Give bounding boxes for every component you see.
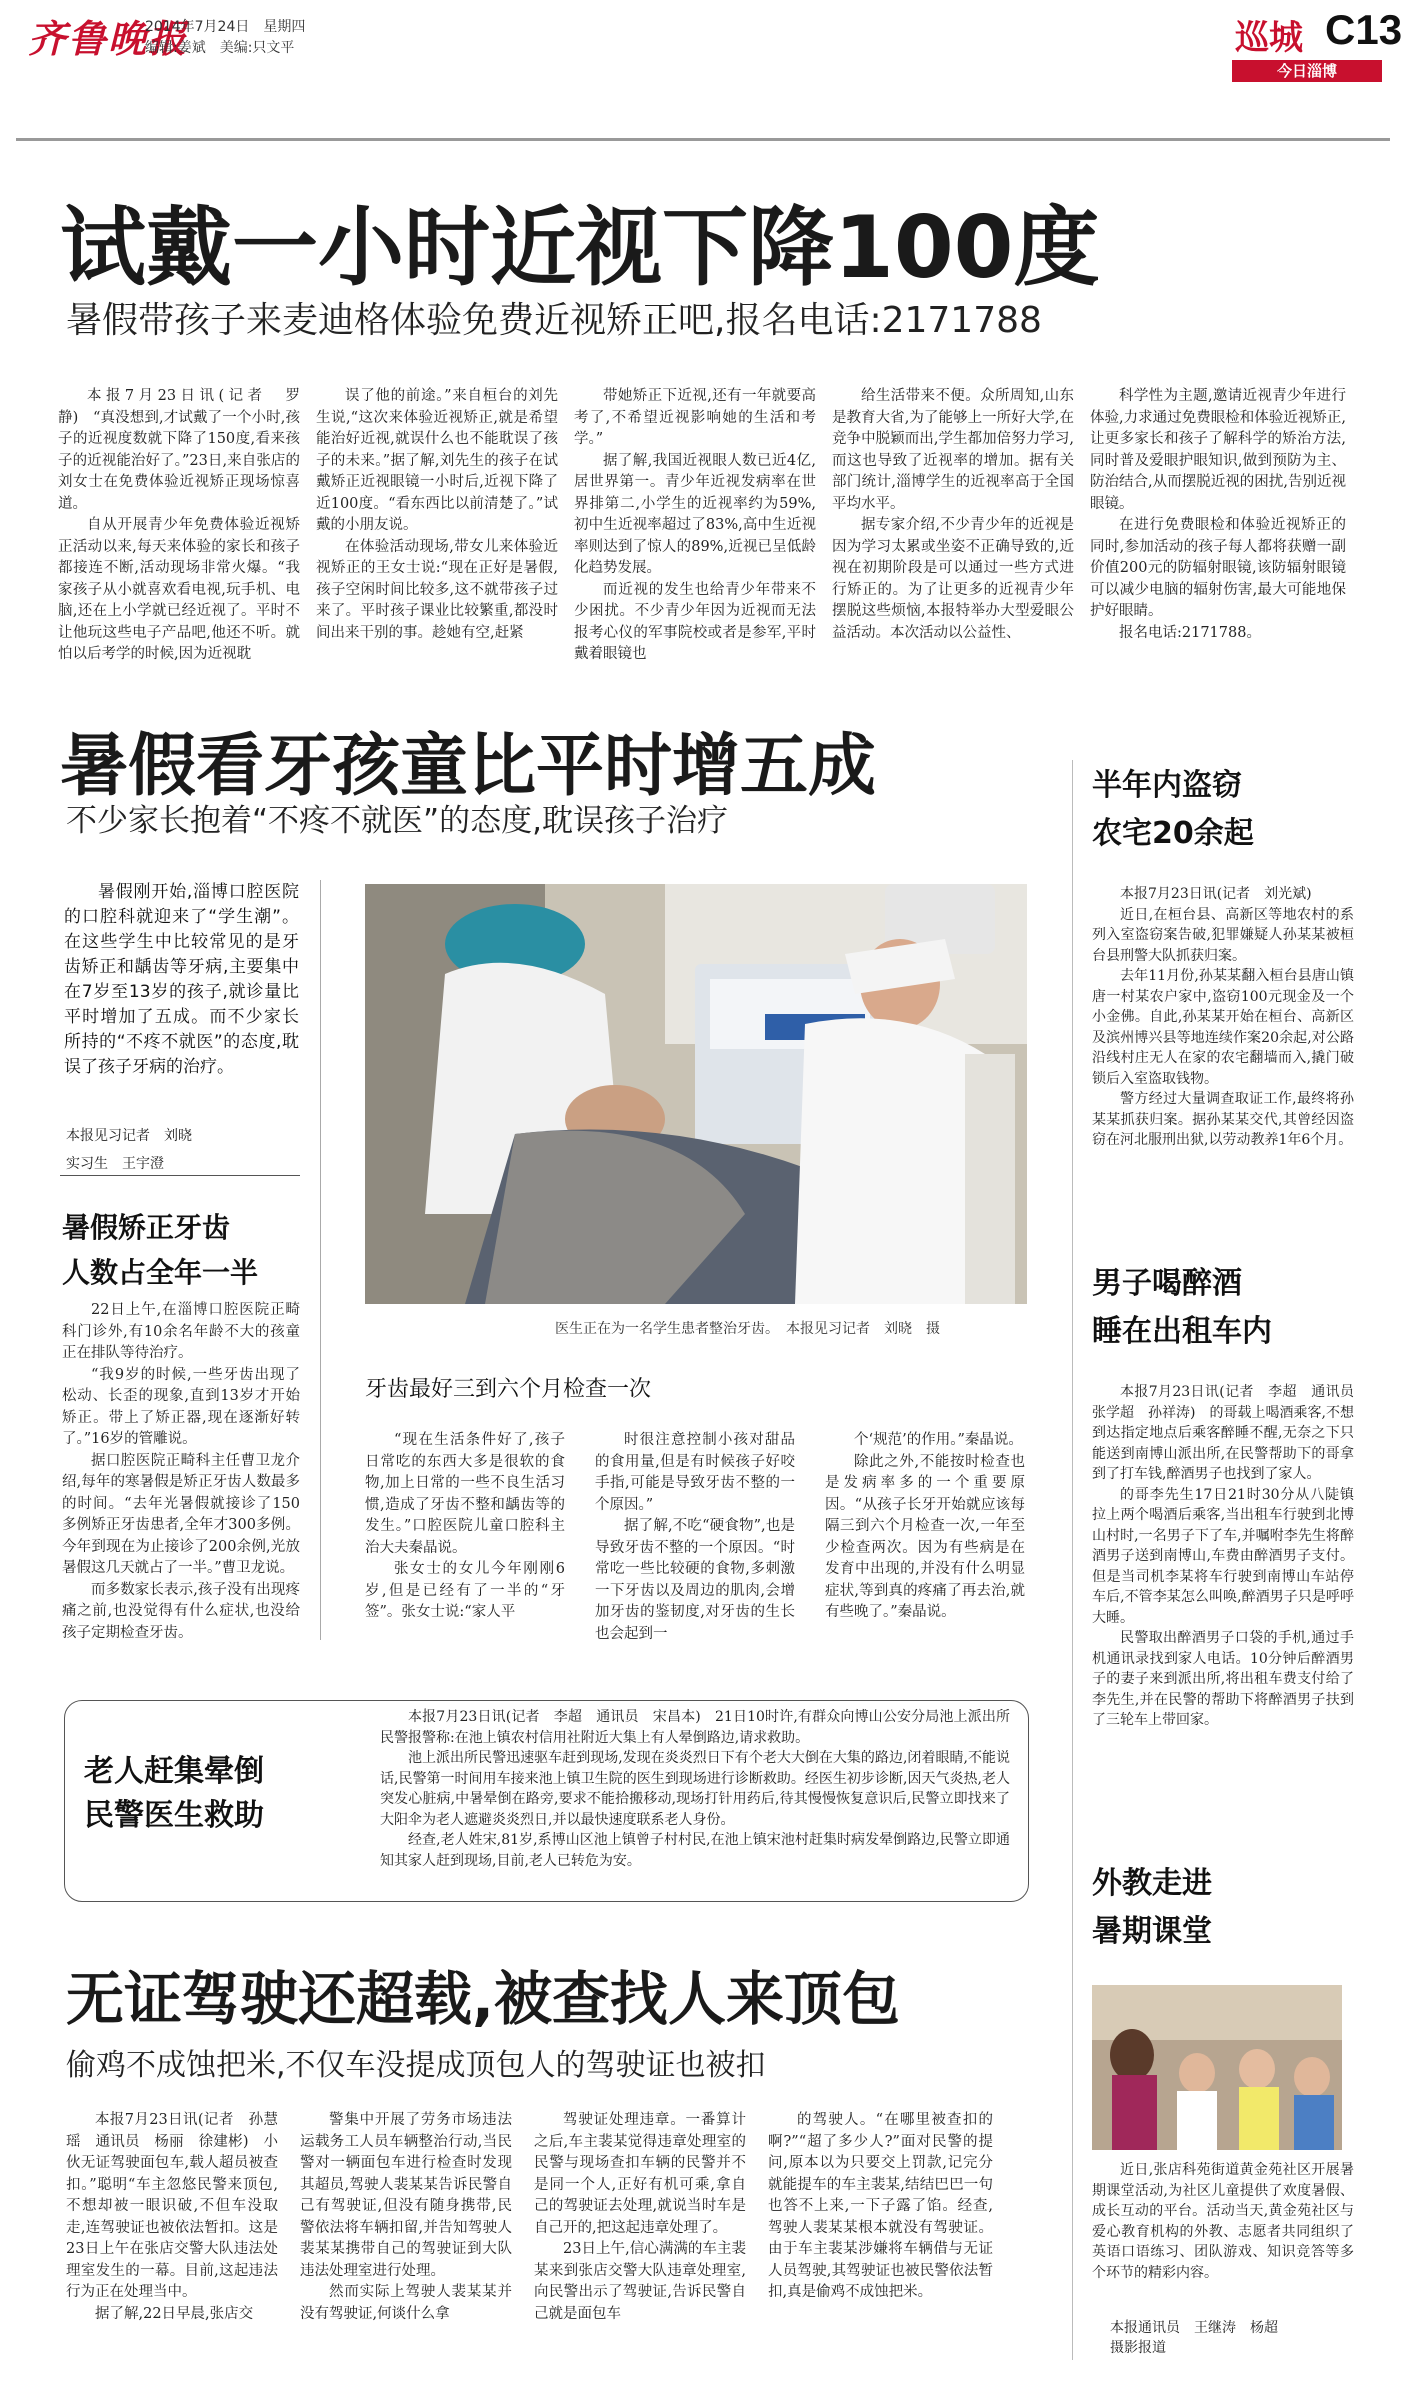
paragraph: 经查,老人姓宋,81岁,系博山区池上镇曾子村村民,在池上镇宋池村赶集时病发晕倒路边,民警立即通知其家人赶到现场,目前,老人已转危为安。 (380, 1832, 1010, 1869)
story1-deck: 暑假带孩子来麦迪格体验免费近视矫正吧,报名电话:2171788 (66, 300, 1042, 341)
paragraph: 误了他的前途。”来自桓台的刘先生说,“这次来体验近视矫正,就是希望能治好近视,就误什么也不能耽误了孩子的未来。”据了解,刘先生的孩子在试戴矫正近视眼镜一小时后,近视下降了近100度。“看东西比以前清楚了。”试戴的小朋友说。 (316, 388, 558, 533)
side2-text (1092, 1382, 1368, 1731)
rescue-text (380, 1707, 1010, 1871)
paragraph: 带她矫正下近视,还有一年就要高考了,不希望近视影响她的生活和考学。” (574, 388, 816, 447)
masthead-rule (16, 138, 1390, 141)
paragraph: 据口腔医院正畸科主任曹卫龙介绍,每年的寒暑假是矫正牙齿人数最多的时间。“去年光暑假就接诊了150多例矫正牙齿患者,全年才300多例。今年到现在为止接诊了200余例,光放暑假这几天就占了一半。”曹卫龙说。 (62, 1452, 300, 1576)
story2-deck: 不少家长抱着“不疼不就医”的态度,耽误孩子治疗 (66, 803, 728, 839)
paragraph: “现在生活条件好了,孩子日常吃的东西大多是很软的食物,加上日常的一些不良生活习惯,造成了牙齿不整和龋齿等的发生。”口腔医院儿童口腔科主治大夫秦晶说。 (365, 1432, 565, 1556)
story1-col-4 (832, 386, 1074, 644)
newspaper-logo: 齐鲁晚报 (28, 16, 189, 61)
story3-headline: 无证驾驶还超载,被查找人来顶包 (66, 1965, 901, 2033)
paragraph: 23日上午,信心满满的车主裴某来到张店交警大队违章处理室,向民警出示了驾驶证,告诉民警自己就是面包车 (534, 2241, 746, 2322)
story2-sub1-text (62, 1300, 300, 1644)
story1-col-1 (58, 386, 300, 666)
paragraph: 据了解,我国近视眼人数已近4亿,居世界第一。青少年近视发病率在世界排第二,小学生的近视率约为59%,初中生近视率超过了83%,高中生近视率则达到了惊人的89%,近视已呈低龄化趋势发展。 (574, 452, 816, 576)
paragraph: 的驾驶人。“在哪里被查扣的啊?”“超了多少人?”面对民警的提问,原本以为只要交上罚款,记完分就能提车的车主裴某,结结巴巴一句也答不上来,一下子露了馅。经查,驾驶人裴某某根本就没有驾驶证。由于车主裴某涉嫌将车辆借与无证人员驾驶,其驾驶证也被民警依法暂扣,真是偷鸡不成蚀把米。 (768, 2112, 993, 2300)
paragraph: 据专家介绍,不少青少年的近视是因为学习太累或坐姿不正确导致的,近视在初期阶段是可以通过一些方式进行矫正的。为了让更多的近视青少年摆脱这些烦恼,本报特举办大型爱眼公益活动。本次活动以公益性、 (832, 517, 1074, 641)
side3-text (1092, 2160, 1354, 2283)
masthead (0, 0, 1409, 100)
side3-byline: 本报通讯员 王继涛 杨超 摄影报道 (1110, 2320, 1278, 2356)
story3-col-1 (66, 2110, 278, 2325)
byline-reporter: 本报见习记者 刘晓 (66, 1128, 192, 1144)
dentist-photo-illustration (365, 884, 1027, 1304)
paragraph: 个‘规范’的作用。”秦晶说。 (854, 1432, 1023, 1448)
story2-headline: 暑假看牙孩童比平时增五成 (60, 727, 877, 806)
paragraph: 的哥李先生17日21时30分从八陡镇拉上两个喝酒后乘客,当出租车行驶到北博山村时,一名男子下了车,并嘱咐李先生将醉酒男子送到南博山,车费由醉酒男子支付。但是当司机李某将车行驶到南博山车站停车后,不管李某怎么叫唤,醉酒男子只是呼呼大睡。 (1092, 1486, 1354, 1626)
paragraph: 22日上午,在淄博口腔医院正畸科门诊外,有10余名年龄不大的孩童正在排队等待治疗。 (62, 1302, 300, 1361)
lead-divider (60, 1175, 300, 1176)
paragraph: 民警取出醉酒男子口袋的手机,通过手机通讯录找到家人电话。10分钟后醉酒男子的妻子来到派出所,将出租车费支付给了李先生,并在民警的帮助下将醉酒男子扶到了三轮车上带回家。 (1092, 1630, 1354, 1728)
paragraph: “我9岁的时候,一些牙齿出现了松动、长歪的现象,直到13岁才开始矫正。带上了矫正器,现在逐渐好转了。”16岁的管雕说。 (62, 1366, 300, 1447)
paragraph: 而多数家长表示,孩子没有出现疼痛之前,也没觉得有什么症状,也没给孩子定期检查牙齿。 (62, 1581, 300, 1641)
paragraph: 科学性为主题,邀请近视青少年进行体验,力求通过免费眼检和体验近视矫正,让更多家长和孩子了解科学的矫治方法,同时普及爱眼护眼知识,做到预防为主、防治结合,从而摆脱近视的困扰,告别近视眼镜。 (1090, 388, 1346, 512)
paragraph: 本报7月23日讯(记者 罗静) “真没想到,才试戴了一个小时,孩子的近视度数就下降了150度,看来孩子的近视能治好了。”23日,来自张店的刘女士在免费体验近视矫正现场惊喜道。 (58, 388, 300, 512)
editor-credits: 编辑:姜斌 美编:只文平 (145, 40, 295, 56)
side1-headline: 半年内盗窃 农宅20余起 (1092, 768, 1254, 851)
paragraph: 警方经过大量调查取证工作,最终将孙某某抓获归案。据孙某某交代,其曾经因盗窃在河北服刑出狱,以劳动教养1年6个月。 (1092, 1091, 1354, 1148)
paragraph: 驾驶证处理违章。一番算计之后,车主裴某觉得违章处理室的民警与现场查扣车辆的民警并不是同一个人,正好有机可乘,拿自己的驾驶证去处理,就说当时车是自己开的,把这起违章处理了。 (534, 2112, 746, 2236)
paragraph: 池上派出所民警迅速驱车赶到现场,发现在炎炎烈日下有个老大大倒在大集的路边,闭着眼睛,不能说话,民警第一时间用车接来池上镇卫生院的医生到现场进行诊断救助。经医生初步诊断,因天气炎热,老人突发心脏病,中暑晕倒在路旁,要求不能拾搬移动,现场打针用药后,待其慢慢恢复意识后,民警立即找来了大阳伞为老人遮避炎炎烈日,并以最快速度联系老人身份。 (380, 1750, 1010, 1828)
paragraph: 报名电话:2171788。 (1119, 624, 1261, 641)
section-name: 巡城 (1235, 18, 1303, 58)
page-number: C13 (1325, 6, 1403, 53)
story2-subhead-2: 牙齿最好三到六个月检查一次 (365, 1377, 652, 1402)
story3-deck: 偷鸡不成蚀把米,不仅车没提成顶包人的驾驶证也被扣 (66, 2048, 766, 2083)
classroom-photo (1092, 1985, 1342, 2150)
sidebar-divider (1072, 760, 1073, 2360)
side3-headline: 外教走进 暑期课堂 (1092, 1866, 1212, 1949)
story1-col-3 (574, 386, 816, 666)
story2-byline (66, 1122, 192, 1178)
paragraph: 近日,在桓台县、高新区等地农村的系列入室盗窃案告破,犯罪嫌疑人孙某某被桓台县刑警大队抓获归案。 (1092, 906, 1354, 964)
photo-caption: 医生正在为一名学生患者整治牙齿。 本报见习记者 刘晓 摄 (555, 1321, 940, 1337)
rescue-headline: 老人赶集晕倒 民警医生救助 (84, 1754, 264, 1833)
paragraph: 本报7月23日讯(记者 李超 通讯员 张学超 孙祥涛) 的哥载上喝酒乘客,不想到达指定地点后乘客醉睡不醒,无奈之下只能送到南博山派出所,在民警帮助下的哥拿到了打车钱,醉酒男子也找到了家人。 (1092, 1384, 1368, 1482)
paragraph: 本报7月23日讯(记者 孙慧瑶 通讯员 杨丽 徐建彬) 小伙无证驾驶面包车,载人超员被查扣。”聪明“车主忽悠民警来顶包,不想却被一眼识破,不但车没取走,连驾驶证也被依法暂扣。这是23日上午在张店交警大队违法处理室发生的一幕。目前,这起违法行为正在处理当中。 (66, 2112, 278, 2300)
paragraph: 警集中开展了劳务市场违法运载务工人员车辆整治行动,当民警对一辆面包车进行检查时发现其超员,驾驶人裴某某告诉民警自己有驾驶证,但没有随身携带,民警依法将车辆扣留,并告知驾驶人裴某某携带自己的驾驶证到大队违法处理室进行处理。 (300, 2112, 512, 2279)
story2-subhead-1: 暑假矫正牙齿 人数占全年一半 (62, 1211, 259, 1289)
story1-col-5 (1090, 386, 1346, 644)
story1-headline: 试戴一小时近视下降100度 (60, 198, 1100, 298)
paragraph: 本报7月23日讯(记者 刘光斌) (1120, 886, 1312, 902)
story2-lead (64, 880, 299, 1080)
paragraph: 去年11月份,孙某某翻入桓台县唐山镇唐一村某农户家中,盗窃100元现金及一个小金佛。自此,孙某某开始在桓台、高新区及滨州博兴县等地连续作案20余起,对公路沿线村庄无人在家的农宅翻墙而入,撬门破锁后入室盗取钱物。 (1092, 968, 1354, 1087)
story3-col-2 (300, 2110, 512, 2325)
paragraph: 张女士的女儿今年刚刚6岁,但是已经有了一半的“牙签”。张女士说:“家人平 (365, 1561, 565, 1620)
paragraph: 给生活带来不便。众所周知,山东是教育大省,为了能够上一所好大学,在竞争中脱颖而出,学生都加倍努力学习,而这也导致了近视率的增加。据有关部门统计,淄博学生的近视率高于全国平均水平。 (832, 388, 1074, 512)
paragraph: 据了解,22日早晨,张店交 (95, 2305, 254, 2322)
paragraph: 除此之外,不能按时检查也是发病率多的一个重要原因。“从孩子长牙开始就应该每隔三到六个月检查一次,一年至少检查两次。因为有些病是在发育中出现的,并没有什么明显症状,等到真的疼痛了再去治,就有些晚了。”秦晶说。 (825, 1453, 1025, 1620)
paragraph: 然而实际上驾驶人裴某某并没有驾驶证,何谈什么拿 (300, 2284, 512, 2322)
paragraph: 据了解,不吃“硬食物”,也是导致牙齿不整的一个原因。“时常吃一些比较硬的食物,多刺激一下牙齿以及周边的肌肉,会增加牙齿的鉴韧度,对牙齿的生长也会起到一 (595, 1518, 795, 1642)
story2-sub2-col-3 (825, 1430, 1025, 1624)
classroom-photo-illustration (1092, 1985, 1342, 2150)
issue-date: 2014年7月24日 星期四 (145, 19, 306, 35)
story1-col-2 (316, 386, 558, 644)
paragraph: 时很注意控制小孩对甜品的食用量,但是有时候孩子好咬手指,可能是导致牙齿不整的一个原因。” (595, 1432, 795, 1513)
side1-text (1092, 884, 1354, 1151)
paragraph: 在体验活动现场,带女儿来体验近视矫正的王女士说:“现在正好是暑假,孩子空闲时间比较多,这不就带孩子过来了。平时孩子课业比较繁重,都没时间出来干别的事。趁她有空,赶紧 (316, 538, 558, 641)
side2-headline: 男子喝醉酒 睡在出租车内 (1092, 1266, 1272, 1349)
paragraph: 在进行免费眼检和体验近视矫正的同时,参加活动的孩子每人都将获赠一副价值200元的防辐射眼镜,该防辐射眼镜可以减少电脑的辐射伤害,最大可能地保护好眼睛。 (1090, 517, 1346, 619)
edition-bar: 今日淄博 (1232, 60, 1382, 82)
paragraph: 自从开展青少年免费体验近视矫正活动以来,每天来体验的家长和孩子都接连不断,活动现场非常火爆。“我家孩子从小就喜欢看电视,玩手机、电脑,还在上小学就已经近视了。平时不让他玩这些电子产品吧,他还不听。就怕以后考学的时候,因为近视耽 (58, 517, 300, 662)
story2-sub2-col-1 (365, 1430, 565, 1624)
paragraph: 暑假刚开始,淄博口腔医院的口腔科就迎来了“学生潮”。在这些学生中比较常见的是牙齿矫正和龋齿等牙病,主要集中在7岁至13岁的孩子,就诊量比平时增加了五成。而不少家长所持的“不疼不就医”的态度,耽误了孩子牙病的治疗。 (64, 882, 299, 1077)
story3-col-4 (768, 2110, 993, 2304)
paragraph: 而近视的发生也给青少年带来不少困扰。不少青少年因为近视而无法报考心仪的军事院校或者是参军,平时戴着眼镜也 (574, 581, 816, 662)
story3-col-3 (534, 2110, 746, 2325)
dentist-photo (365, 884, 1027, 1304)
byline-intern: 实习生 王宇澄 (66, 1156, 164, 1172)
paragraph: 本报7月23日讯(记者 李超 通讯员 宋昌本) 21日10时许,有群众向博山公安分局池上派出所民警报警称:在池上镇农村信用社附近大集上有人晕倒路边,请求救助。 (380, 1709, 1010, 1746)
story2-col-divider (320, 880, 321, 1640)
story2-sub2-col-2 (595, 1430, 795, 1645)
paragraph: 近日,张店科苑街道黄金苑社区开展暑期课堂活动,为社区儿童提供了欢度暑假、成长互动的平台。活动当天,黄金苑社区与爱心教育机构的外教、志愿者共同组织了英语口语练习、团队游戏、知识竞答等多个环节的精彩内容。 (1092, 2162, 1354, 2281)
